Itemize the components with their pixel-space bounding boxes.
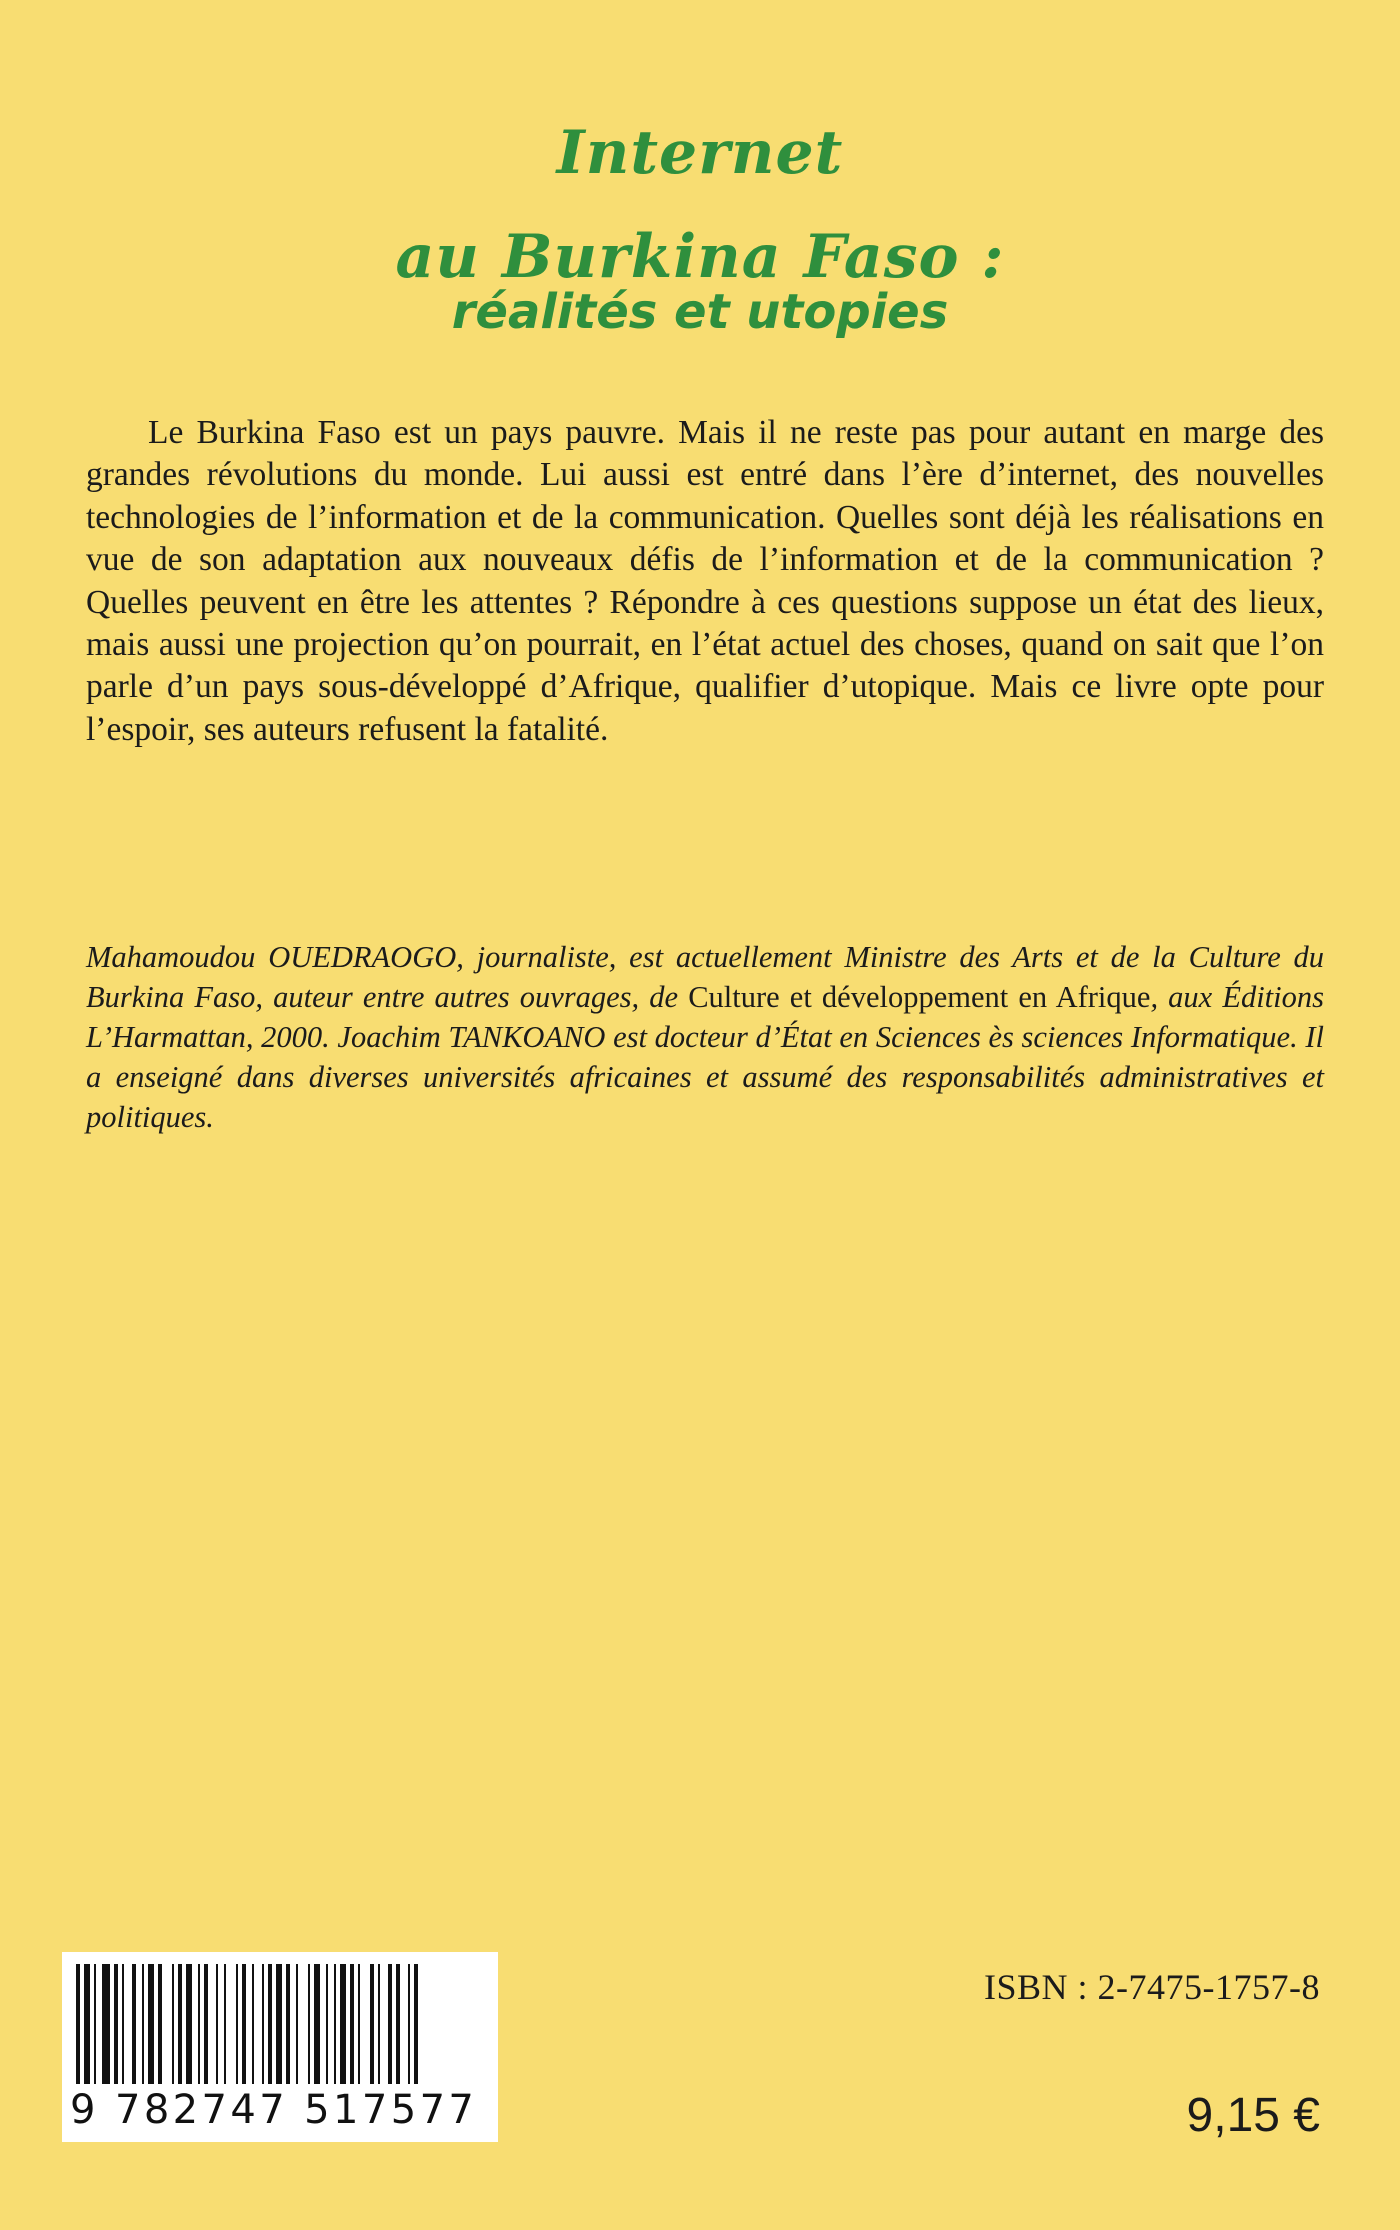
barcode-bar (198, 1964, 200, 2084)
barcode-bars (72, 1952, 488, 2088)
barcode-bar (114, 1964, 118, 2084)
barcode-bar (396, 1964, 400, 2084)
isbn: ISBN : 2-7475-1757-8 (984, 1967, 1320, 2007)
barcode-bar (370, 1964, 374, 2084)
price: 9,15 € (1186, 2089, 1320, 2142)
barcode-bar (358, 1964, 360, 2084)
book-title-line-2: au Burkina Faso : (395, 222, 1005, 292)
barcode-bar (84, 1964, 90, 2084)
barcode-bar (148, 1964, 154, 2084)
barcode-bar (378, 1964, 380, 2084)
barcode-bar (142, 1964, 144, 2084)
referenced-book-title: Culture et développement en Afrique (688, 980, 1151, 1014)
barcode-bar (216, 1964, 218, 2084)
barcode-digits: 9 782747 517577 (70, 2087, 478, 2133)
barcode-bar (94, 1964, 96, 2084)
barcode-bar (326, 1964, 328, 2084)
author-bio-part-1: Mahamoudou OUEDRAOGO, journaliste, est actuellement Ministre des Arts et de la Culture du Burkina Faso, auteur entre autres ouvrages, de (86, 940, 1324, 1014)
barcode-bar (236, 1964, 238, 2084)
barcode-bar (340, 1964, 346, 2084)
book-subtitle: réalités et utopies (451, 284, 949, 340)
barcode-bar (102, 1964, 110, 2084)
barcode-bar (158, 1964, 162, 2084)
barcode-bar (276, 1964, 282, 2084)
barcode-bar (334, 1964, 336, 2084)
barcode-bar (122, 1964, 124, 2084)
barcode-bar (262, 1964, 264, 2084)
barcode-bar (76, 1964, 80, 2084)
barcode-bar (408, 1964, 410, 2084)
author-bio-part-2: , aux Éditions L’Harmattan, 2000. Joachim TANKOANO est docteur d’État en Sciences ès sciences Informatique. Il a enseigné dans diverses universités africaines et assumé des responsabilités administratives et politiques. (86, 980, 1324, 1134)
barcode-bar (414, 1964, 418, 2084)
barcode-bar (314, 1964, 320, 2084)
barcode-bar (178, 1964, 182, 2084)
barcode-bar (286, 1964, 290, 2084)
back-cover-blurb: Le Burkina Faso est un pays pauvre. Mais il ne reste pas pour autant en marge des grandes révolutions du monde. Lui aussi est entré dans l’ère d’internet, des nouvelles technologies de l’information et de la communication. Quelles sont déjà les réalisations en vue de son adaptation aux nouveaux défis de l’information et de la communication ? Quelles peuvent en être les attentes ? Répondre à ces questions suppose un état des lieux, mais aussi une projection qu’on pourrait, en l’état actuel des choses, quand on sait que l’on parle d’un pays sous-développé d’Afrique, qualifier d’utopique. Mais ce livre opte pour l’espoir, ses auteurs refusent la fatalité. (86, 414, 1324, 748)
barcode (62, 1952, 498, 2142)
barcode-bar (350, 1964, 354, 2084)
barcode-bar (308, 1964, 310, 2084)
barcode-bar (132, 1964, 136, 2084)
barcode-bar (268, 1964, 272, 2084)
barcode-bar (388, 1964, 392, 2084)
book-title-line-1: Internet (556, 118, 844, 188)
barcode-bar (224, 1964, 226, 2084)
barcode-bar (204, 1964, 208, 2084)
author-bio (86, 937, 1324, 1137)
barcode-bar (172, 1964, 174, 2084)
barcode-bar (296, 1964, 298, 2084)
barcode-bar (252, 1964, 254, 2084)
barcode-bar (242, 1964, 246, 2084)
barcode-bar (186, 1964, 192, 2084)
